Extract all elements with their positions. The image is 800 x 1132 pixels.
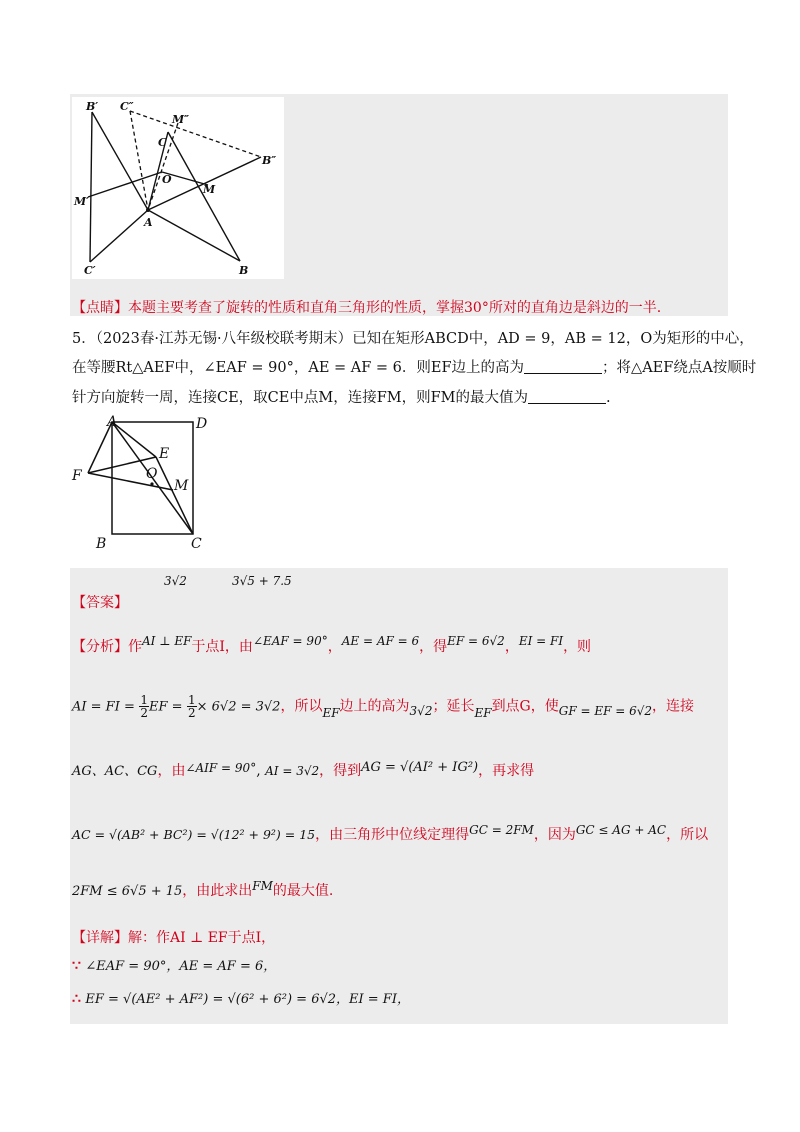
label-o: O — [162, 173, 172, 186]
analysis-text: ，则 — [563, 639, 592, 655]
answer-label: 【答案】 — [72, 595, 128, 611]
analysis-text: ，再求得 — [478, 763, 535, 779]
answer-blank-2[interactable] — [528, 389, 606, 404]
analysis-line-3: AG、AC、CG，由∠AIF = 90°, AI = 3√2，得到AG = √(AI² + IG²)，再求得 — [72, 760, 535, 779]
math-expr: 3√2 — [409, 703, 433, 718]
label-d: D — [196, 416, 208, 432]
answer-value-1: 3√2 — [164, 574, 187, 588]
rotation-figure — [72, 97, 284, 279]
math-expr: AG = √(AI² + IG²) — [361, 760, 479, 775]
answer-line — [72, 574, 292, 611]
analysis-text: ，由 — [157, 763, 186, 779]
edge-c1-a — [90, 210, 148, 262]
analysis-text: ；延长 — [432, 698, 475, 715]
analysis-text: 边上的高为 — [339, 698, 410, 715]
math-expr: ∠EAF = 90° — [252, 634, 328, 648]
answer-blank-1[interactable] — [524, 359, 602, 374]
analysis-line-1 — [72, 636, 591, 656]
analysis-text: ，由三角形中位线定理得 — [315, 827, 470, 843]
math-expr: AI ⊥ EF — [142, 634, 192, 648]
analysis-text: ，由此求出 — [182, 883, 253, 899]
question-line-2 — [72, 356, 756, 377]
detail-line-3 — [72, 988, 410, 1007]
fraction-half-2 — [187, 694, 197, 719]
analysis-text: ， — [504, 639, 519, 655]
question-line-3a: 针方向旋转一周，连接CE，取CE中点M，连接FM，则FM的最大值为 — [72, 390, 529, 406]
math-expr: 2FM ≤ 6√5 + 15 — [72, 884, 183, 899]
label-m2: M″ — [172, 113, 190, 126]
rectangle-diagram — [70, 412, 210, 552]
label-b2: B″ — [262, 154, 277, 167]
label-f: F — [72, 468, 82, 484]
analysis-text: ，因为 — [533, 827, 576, 843]
rotation-diagram — [72, 97, 284, 279]
math-expr: ∠AIF = 90° — [185, 761, 257, 775]
analysis-text: 于点I，由 — [191, 639, 253, 655]
edge-ec — [156, 457, 193, 534]
math-expr: GF = EF = 6√2 — [558, 703, 653, 718]
analysis-line-5 — [72, 880, 333, 900]
label-b: B — [239, 264, 249, 277]
note-text: 本题主要考查了旋转的性质和直角三角形的性质，掌握30°所对的直角边是斜边的一半. — [128, 300, 662, 316]
label-o2: O — [146, 466, 158, 482]
frac-den: 2 — [187, 706, 196, 720]
math-expr: AG、AC、CG — [72, 764, 158, 779]
analysis-text: ，得到 — [319, 763, 362, 779]
note-line — [72, 297, 661, 317]
math-expr: AC = √(AB² + BC²) = √(12² + 9²) = 15 — [72, 827, 316, 842]
analysis-text: 的最大值. — [272, 883, 334, 899]
analysis-text: ， — [327, 639, 342, 655]
detail-text-3: EF = √(AE² + AF²) = √(6² + 6²) = 6√2，EI = FI， — [85, 992, 410, 1007]
question-line-1: 5．（2023春·江苏无锡·八年级校联考期末）已知在矩形ABCD中，AD = 9，AB = 12，O为矩形的中心， — [72, 331, 754, 347]
edge-b1-c1 — [90, 112, 92, 262]
label-c3: C — [191, 536, 202, 552]
math-expr: GC ≤ AG + AC — [575, 823, 667, 837]
label-c2: C″ — [120, 100, 134, 113]
label-b3: B — [96, 536, 107, 552]
therefore-symbol: ∴ — [72, 991, 81, 1007]
analysis-text: ，得 — [419, 639, 448, 655]
label-c1: C′ — [84, 264, 96, 277]
edge-m1-o — [88, 172, 162, 197]
label-b1: B′ — [86, 100, 99, 113]
frac-num: 1 — [187, 693, 196, 707]
point-a — [146, 208, 150, 212]
label-c: C — [158, 136, 167, 149]
question-line-2b: ；将△AEF绕点A按顺时 — [602, 360, 757, 376]
detail-text-2: ∠EAF = 90°，AE = AF = 6， — [85, 959, 277, 974]
detail-label: 【详解】 — [72, 930, 128, 946]
math-expr: GC = 2FM — [469, 823, 534, 837]
question-line-3 — [72, 386, 611, 407]
math-expr: EF — [474, 705, 492, 720]
analysis-line-2 — [72, 694, 694, 719]
math-expr: EF = 6√2 — [447, 634, 505, 648]
rectangle-figure — [70, 412, 210, 552]
point-o — [150, 482, 153, 485]
label-m: M — [203, 183, 216, 196]
frac-num: 1 — [140, 693, 148, 707]
because-symbol: ∵ — [72, 958, 81, 974]
analysis-text: 到点G，使 — [491, 698, 559, 715]
label-e: E — [159, 446, 170, 462]
math-expr: AI = FI = — [72, 699, 135, 715]
analysis-text: 作 — [128, 639, 142, 655]
frac-den: 2 — [140, 706, 148, 720]
question-line-3b: . — [606, 390, 611, 406]
analysis-line-4 — [72, 824, 708, 844]
math-expr: FM — [252, 879, 273, 893]
analysis-label: 【分析】 — [72, 639, 128, 655]
label-a: A — [144, 216, 153, 229]
math-expr: AE = AF = 6 — [341, 634, 420, 648]
fraction-half-1 — [139, 694, 149, 719]
analysis-text: ，所以 — [280, 698, 323, 715]
math-expr: EI = FI — [518, 634, 564, 648]
math-expr: EF — [322, 705, 340, 720]
detail-line-2 — [72, 955, 276, 974]
analysis-text: ，所以 — [666, 827, 709, 843]
detail-line-1 — [72, 927, 275, 947]
label-m3: M — [174, 478, 189, 494]
label-m1: M′ — [74, 195, 90, 208]
note-label: 【点睛】 — [72, 300, 128, 316]
label-a2: A — [107, 414, 118, 430]
answer-value-2: 3√5 + 7.5 — [232, 574, 292, 588]
detail-text-1: 解：作AI ⊥ EF于点I， — [128, 930, 276, 946]
edge-fm — [88, 473, 173, 490]
dash-c2-b2 — [130, 111, 261, 157]
math-expr: AI = 3√2 — [265, 764, 320, 778]
question-line-2a: 在等腰Rt△AEF中，∠EAF = 90°，AE = AF = 6．则EF边上的高为 — [72, 360, 525, 376]
math-expr: × 6√2 = 3√2 — [196, 699, 281, 715]
math-expr: EF = — [148, 699, 183, 715]
analysis-text: ，连接 — [652, 698, 695, 715]
